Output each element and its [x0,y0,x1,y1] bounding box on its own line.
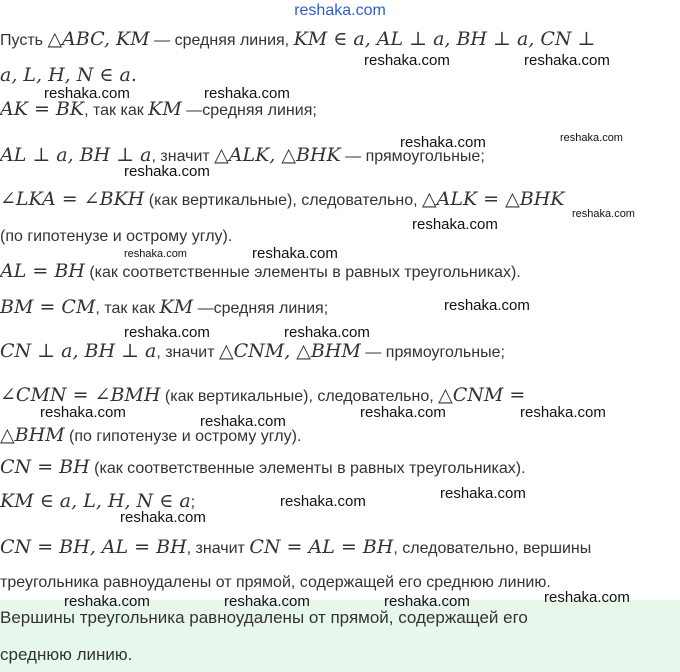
math-expression: △ABC, KM [47,28,150,50]
text-fragment: — прямоугольные; [360,344,505,361]
watermark: reshaka.com [544,589,630,606]
solution-line [0,536,591,558]
answer-line-1: Вершины треугольника равноудалены от прямой, содержащей его [0,608,528,627]
watermark: reshaka.com [440,485,526,502]
solution-line [0,228,232,246]
solution-line [0,340,505,362]
text-fragment: (как вертикальные), следовательно, [144,192,422,209]
watermark: reshaka.com [64,593,150,610]
math-expression: CN ⊥ a, BH ⊥ a [0,340,157,362]
solution-line [0,384,525,406]
text-fragment: (как вертикальные), следовательно, [160,388,439,405]
text-fragment: (как соответственные элементы в равных треугольниках). [84,264,521,281]
solution-line [0,260,521,282]
solution-line [0,456,526,478]
text-fragment: — средняя линия, [149,32,294,49]
math-expression: △ALK, △BHK [214,144,341,166]
math-expression: △CNM, △BHM [218,340,361,362]
math-expression: △ALK = △BHK [422,188,565,210]
watermark: reshaka.com [364,52,450,69]
answer-line-2: среднюю линию. [0,645,133,664]
solution-line [0,296,328,318]
text-fragment: —средняя линия; [193,300,329,317]
watermark: reshaka.com [204,85,290,102]
answer-box [0,600,680,672]
math-expression: AL = BH [0,260,85,282]
solution-line [0,188,564,210]
math-expression: BM = CM [0,296,96,318]
watermark: reshaka.com [280,493,366,510]
text-fragment: , значит [186,540,250,557]
math-expression: ∠LKA = ∠BKH [0,188,145,210]
watermark: reshaka.com [40,404,126,421]
math-expression: △BHM [0,424,65,446]
text-fragment: , значит [151,148,215,165]
watermark: reshaka.com [444,297,530,314]
math-expression: a, L, H, N ∈ a. [0,64,137,86]
text-fragment: (по гипотенузе и острому углу). [0,228,233,245]
watermark: reshaka.com [384,593,470,610]
watermark: reshaka.com [124,248,187,260]
site-header[interactable]: reshaka.com [294,2,386,19]
math-expression: △CNM = [438,384,526,406]
text-fragment: , так как [95,300,160,317]
watermark: reshaka.com [224,593,310,610]
solution-line [0,64,137,86]
text-fragment: Пусть [0,32,48,49]
watermark: reshaka.com [560,132,623,144]
text-fragment: , следовательно, вершины [393,540,592,557]
watermark: reshaka.com [520,404,606,421]
text-fragment: треугольника равноудалены от прямой, содержащей его среднюю линию. [0,574,551,591]
text-fragment: ; [190,494,196,511]
math-expression: KM [159,296,194,318]
math-expression: CN = BH, AL = BH [0,536,187,558]
text-fragment: — прямоугольные; [340,148,485,165]
math-expression: CN = AL = BH [249,536,394,558]
watermark: reshaka.com [120,509,206,526]
watermark: reshaka.com [572,208,635,220]
watermark: reshaka.com [252,245,338,262]
watermark: reshaka.com [400,134,486,151]
watermark: reshaka.com [524,52,610,69]
watermark: reshaka.com [124,163,210,180]
math-expression: KM ∈ a, AL ⊥ a, BH ⊥ a, CN ⊥ [293,28,596,50]
watermark: reshaka.com [44,85,130,102]
text-fragment: , значит [156,344,219,361]
watermark: reshaka.com [124,324,210,341]
math-expression: KM [148,98,182,120]
math-expression: AL ⊥ a, BH ⊥ a [0,144,152,166]
watermark: reshaka.com [412,216,498,233]
text-fragment: —средняя линия; [181,102,317,119]
solution-line [0,28,595,50]
math-expression: ∠CMN = ∠BMH [0,384,161,406]
text-fragment: (по гипотенузе и острому углу). [64,428,302,445]
watermark: reshaka.com [200,413,286,430]
solution-line [0,574,551,592]
text-fragment: , так как [84,102,149,119]
text-fragment: (как соответственные элементы в равных треугольниках). [89,460,526,477]
watermark: reshaka.com [284,324,370,341]
math-expression: AK = BK [0,98,85,120]
math-expression: CN = BH [0,456,90,478]
math-expression: KM ∈ a, L, H, N ∈ a [0,490,191,512]
watermark: reshaka.com [360,404,446,421]
